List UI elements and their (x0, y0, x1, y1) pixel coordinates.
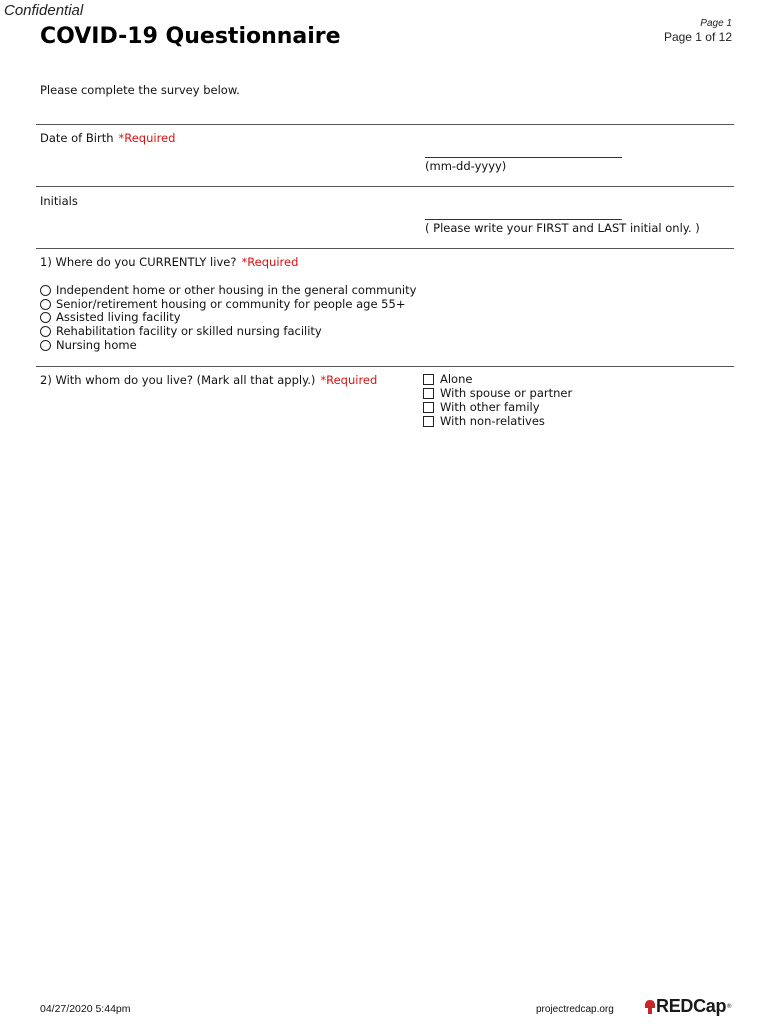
dob-question (40, 131, 175, 145)
radio-button[interactable] (40, 326, 51, 337)
checkbox[interactable] (423, 402, 434, 413)
confidential-label: Confidential (4, 2, 84, 19)
q2-option[interactable] (423, 414, 545, 428)
q1-option-label: Independent home or other housing in the general community (56, 283, 417, 297)
divider (36, 248, 734, 249)
footer-timestamp: 04/27/2020 5:44pm (40, 1003, 131, 1015)
checkbox[interactable] (423, 374, 434, 385)
q1-option-label: Nursing home (56, 338, 137, 352)
checkbox[interactable] (423, 388, 434, 399)
footer-site-link: projectredcap.org (536, 1004, 614, 1015)
redcap-logo-text: REDCap (656, 996, 727, 1016)
initials-label: Initials (40, 194, 78, 208)
q1-label: 1) Where do you CURRENTLY live? (40, 255, 237, 269)
q2-option[interactable] (423, 400, 540, 414)
page-title: COVID-19 Questionnaire (40, 24, 341, 49)
q1-option[interactable] (40, 338, 137, 352)
required-marker: *Required (118, 131, 176, 145)
q2-option-label: With non-relatives (440, 414, 545, 428)
radio-button[interactable] (40, 285, 51, 296)
registered-mark: ® (726, 1003, 733, 1010)
q1-option-label: Rehabilitation facility or skilled nursing facility (56, 324, 322, 338)
q2-option-label: With other family (440, 400, 540, 414)
checkbox[interactable] (423, 416, 434, 427)
q1-option[interactable] (40, 297, 405, 311)
page-count: Page 1 of 12 (663, 30, 732, 44)
radio-button[interactable] (40, 340, 51, 351)
required-marker: *Required (241, 255, 299, 269)
q1-option-label: Assisted living facility (56, 310, 181, 324)
q1-option[interactable] (40, 324, 322, 338)
q2-option-label: With spouse or partner (440, 386, 573, 400)
dob-input-line[interactable] (425, 157, 622, 158)
initials-hint: ( Please write your FIRST and LAST initial only. ) (425, 221, 700, 235)
divider (36, 186, 734, 187)
radio-button[interactable] (40, 299, 51, 310)
q1-option[interactable] (40, 310, 181, 324)
q2-option[interactable] (423, 372, 472, 386)
redcap-logo-icon (644, 999, 656, 1015)
q2-label: 2) With whom do you live? (Mark all that apply.) (40, 373, 316, 387)
initials-input-line[interactable] (425, 219, 622, 220)
q1-question (40, 255, 298, 269)
q2-option-label: Alone (440, 372, 473, 386)
page-label: Page 1 (700, 18, 732, 29)
q2-option[interactable] (423, 386, 572, 400)
survey-intro: Please complete the survey below. (40, 83, 240, 97)
radio-button[interactable] (40, 312, 51, 323)
redcap-logo (644, 996, 732, 1017)
required-marker: *Required (320, 373, 378, 387)
dob-label: Date of Birth (40, 131, 114, 145)
q2-question (40, 373, 377, 387)
dob-format-hint: (mm-dd-yyyy) (425, 159, 507, 173)
q1-option[interactable] (40, 283, 416, 297)
divider (36, 366, 734, 367)
page-indicator (664, 18, 732, 44)
divider (36, 124, 734, 125)
q1-option-label: Senior/retirement housing or community for people age 55+ (56, 297, 406, 311)
